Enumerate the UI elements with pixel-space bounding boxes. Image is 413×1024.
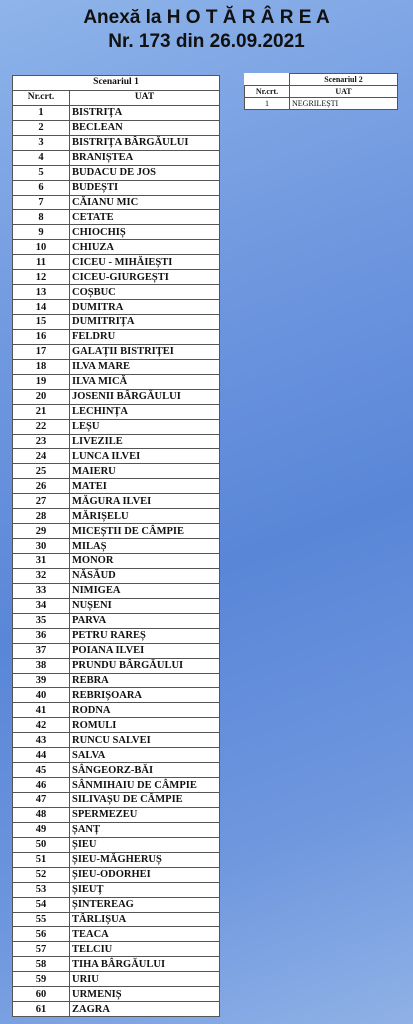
uat-name: ILVA MARE: [70, 359, 220, 374]
uat-name: LECHINȚA: [70, 404, 220, 419]
row-number: 30: [13, 539, 70, 554]
row-number: 7: [13, 195, 70, 210]
uat-name: SÂNGEORZ-BĂI: [70, 763, 220, 778]
row-number: 15: [13, 315, 70, 330]
row-number: 3: [13, 135, 70, 150]
table-row: [13, 987, 220, 1002]
table-row: [13, 210, 220, 225]
table-row: [13, 105, 220, 120]
row-number: 39: [13, 673, 70, 688]
table-row: [13, 837, 220, 852]
table-row: [13, 449, 220, 464]
uat-name: NĂSĂUD: [70, 568, 220, 583]
uat-name: BECLEAN: [70, 120, 220, 135]
uat-name: CĂIANU MIC: [70, 195, 220, 210]
table-row: [13, 539, 220, 554]
title-line-1: Anexă la H O T Ă R Â R E A: [83, 7, 330, 28]
uat-name: RUNCU SALVEI: [70, 733, 220, 748]
uat-name: URMENIȘ: [70, 987, 220, 1002]
uat-name: NIMIGEA: [70, 583, 220, 598]
table-row: [13, 180, 220, 195]
table-row: [13, 165, 220, 180]
table-row: [13, 867, 220, 882]
row-number: 44: [13, 748, 70, 763]
uat-name: ȘANȚ: [70, 822, 220, 837]
row-number: 8: [13, 210, 70, 225]
uat-name: DUMITRA: [70, 300, 220, 315]
uat-name: BRANIȘTEA: [70, 150, 220, 165]
document-title: [0, 6, 413, 54]
table-row: [13, 822, 220, 837]
table-row: [13, 643, 220, 658]
row-number: 49: [13, 822, 70, 837]
uat-name: PETRU RAREȘ: [70, 628, 220, 643]
table-row: [13, 195, 220, 210]
uat-name: SILIVAȘU DE CÂMPIE: [70, 793, 220, 808]
table-row: [13, 628, 220, 643]
table-row: [13, 733, 220, 748]
uat-name: ȘIEU-MĂGHERUȘ: [70, 852, 220, 867]
row-number: 18: [13, 359, 70, 374]
table-row: [13, 120, 220, 135]
uat-name: MĂGURA ILVEI: [70, 494, 220, 509]
uat-name: SALVA: [70, 748, 220, 763]
row-number: 34: [13, 598, 70, 613]
row-number: 22: [13, 419, 70, 434]
row-number: 55: [13, 912, 70, 927]
scenario-1-table: [12, 75, 220, 1017]
table-row: [13, 942, 220, 957]
table-row: [13, 344, 220, 359]
uat-name: CICEU-GIURGEȘTI: [70, 270, 220, 285]
row-number: 32: [13, 568, 70, 583]
row-number: 17: [13, 344, 70, 359]
table-row: [13, 807, 220, 822]
table-row: [13, 524, 220, 539]
row-number: 11: [13, 255, 70, 270]
table-row: [13, 240, 220, 255]
uat-name: ROMULI: [70, 718, 220, 733]
column-header-nr: Nr.crt.: [245, 86, 290, 98]
table-row: [13, 583, 220, 598]
uat-name: MICEȘTII DE CÂMPIE: [70, 524, 220, 539]
uat-name: BUDEȘTI: [70, 180, 220, 195]
row-number: 38: [13, 658, 70, 673]
row-number: 31: [13, 554, 70, 569]
row-number: 1: [13, 105, 70, 120]
table-row: [13, 763, 220, 778]
row-number: 20: [13, 389, 70, 404]
column-header-uat: UAT: [70, 90, 220, 105]
table-row: [13, 389, 220, 404]
scenario-2-caption: Scenariul 2: [290, 74, 398, 86]
table-row: [13, 778, 220, 793]
uat-name: NUȘENI: [70, 598, 220, 613]
uat-name: MONOR: [70, 554, 220, 569]
uat-name: FELDRU: [70, 329, 220, 344]
uat-name: CICEU - MIHĂIEȘTI: [70, 255, 220, 270]
uat-name: ȘINTEREAG: [70, 897, 220, 912]
table-row: [13, 658, 220, 673]
table-row: [13, 1002, 220, 1017]
table-row: [13, 957, 220, 972]
uat-name: CETATE: [70, 210, 220, 225]
table-row: [13, 927, 220, 942]
table-row: [13, 852, 220, 867]
row-number: 33: [13, 583, 70, 598]
row-number: 41: [13, 703, 70, 718]
row-number: 37: [13, 643, 70, 658]
row-number: 26: [13, 479, 70, 494]
row-number: 42: [13, 718, 70, 733]
row-number: 53: [13, 882, 70, 897]
row-number: 57: [13, 942, 70, 957]
row-number: 24: [13, 449, 70, 464]
table-row: [13, 464, 220, 479]
table-row: [13, 434, 220, 449]
uat-name: CHIOCHIȘ: [70, 225, 220, 240]
uat-name: TÂRLIȘUA: [70, 912, 220, 927]
scenario-1-caption: Scenariul 1: [13, 76, 220, 91]
row-number: 35: [13, 613, 70, 628]
uat-name: ȘIEU: [70, 837, 220, 852]
row-number: 50: [13, 837, 70, 852]
row-number: 51: [13, 852, 70, 867]
row-number: 60: [13, 987, 70, 1002]
uat-name: BUDACU DE JOS: [70, 165, 220, 180]
uat-name: MĂRIȘELU: [70, 509, 220, 524]
table-row: [13, 494, 220, 509]
table-row: [13, 419, 220, 434]
table-row: [13, 718, 220, 733]
row-number: 46: [13, 778, 70, 793]
row-number: 13: [13, 285, 70, 300]
row-number: 43: [13, 733, 70, 748]
uat-name: CHIUZA: [70, 240, 220, 255]
row-number: 56: [13, 927, 70, 942]
uat-name: POIANA ILVEI: [70, 643, 220, 658]
row-number: 47: [13, 793, 70, 808]
table-row: [13, 135, 220, 150]
uat-name: GALAȚII BISTRIȚEI: [70, 344, 220, 359]
uat-name: TEACA: [70, 927, 220, 942]
uat-name: COȘBUC: [70, 285, 220, 300]
table-row: [13, 509, 220, 524]
row-number: 21: [13, 404, 70, 419]
table-row: [13, 270, 220, 285]
table-row: [13, 897, 220, 912]
scenario-2-table: [244, 73, 398, 110]
uat-name: DUMITRIȚA: [70, 315, 220, 330]
column-header-nr: Nr.crt.: [13, 90, 70, 105]
uat-name: BISTRIȚA: [70, 105, 220, 120]
row-number: 27: [13, 494, 70, 509]
uat-name: MILAȘ: [70, 539, 220, 554]
table-row: [13, 329, 220, 344]
table-row: [13, 912, 220, 927]
table-row: [13, 613, 220, 628]
uat-name: SÂNMIHAIU DE CÂMPIE: [70, 778, 220, 793]
row-number: 58: [13, 957, 70, 972]
uat-name: MAIERU: [70, 464, 220, 479]
row-number: 29: [13, 524, 70, 539]
table-row: [13, 598, 220, 613]
uat-name: REBRIȘOARA: [70, 688, 220, 703]
row-number: 61: [13, 1002, 70, 1017]
uat-name: MATEI: [70, 479, 220, 494]
uat-name: LEȘU: [70, 419, 220, 434]
row-number: 1: [245, 98, 290, 110]
uat-name: TELCIU: [70, 942, 220, 957]
uat-name: ZAGRA: [70, 1002, 220, 1017]
uat-name: ȘIEUȚ: [70, 882, 220, 897]
table-row: [13, 359, 220, 374]
row-number: 10: [13, 240, 70, 255]
table-row: [13, 300, 220, 315]
column-header-uat: UAT: [290, 86, 398, 98]
row-number: 16: [13, 329, 70, 344]
row-number: 9: [13, 225, 70, 240]
uat-name: ȘIEU-ODORHEI: [70, 867, 220, 882]
title-line-2: Nr. 173 din 26.09.2021: [108, 31, 305, 52]
uat-name: LIVEZILE: [70, 434, 220, 449]
uat-name: LUNCA ILVEI: [70, 449, 220, 464]
table-row: [13, 285, 220, 300]
row-number: 36: [13, 628, 70, 643]
table-row: [13, 225, 220, 240]
row-number: 4: [13, 150, 70, 165]
row-number: 40: [13, 688, 70, 703]
row-number: 14: [13, 300, 70, 315]
table-row: [13, 150, 220, 165]
table-row: [13, 315, 220, 330]
row-number: 54: [13, 897, 70, 912]
row-number: 48: [13, 807, 70, 822]
uat-name: TIHA BÂRGĂULUI: [70, 957, 220, 972]
table-row: [13, 748, 220, 763]
uat-name: ILVA MICĂ: [70, 374, 220, 389]
table-row: [13, 703, 220, 718]
row-number: 5: [13, 165, 70, 180]
uat-name: SPERMEZEU: [70, 807, 220, 822]
row-number: 12: [13, 270, 70, 285]
table-row: [245, 98, 398, 110]
uat-name: REBRA: [70, 673, 220, 688]
table-row: [13, 479, 220, 494]
table-row: [13, 404, 220, 419]
uat-name: PARVA: [70, 613, 220, 628]
row-number: 25: [13, 464, 70, 479]
row-number: 59: [13, 972, 70, 987]
table-row: [13, 882, 220, 897]
row-number: 28: [13, 509, 70, 524]
table-row: [13, 673, 220, 688]
table-row: [13, 972, 220, 987]
table-row: [13, 793, 220, 808]
table-row: [13, 568, 220, 583]
table-row: [13, 374, 220, 389]
uat-name: JOSENII BÂRGĂULUI: [70, 389, 220, 404]
row-number: 19: [13, 374, 70, 389]
row-number: 6: [13, 180, 70, 195]
table-row: [13, 255, 220, 270]
uat-name: URIU: [70, 972, 220, 987]
table-row: [13, 554, 220, 569]
row-number: 45: [13, 763, 70, 778]
row-number: 52: [13, 867, 70, 882]
uat-name: BISTRIȚA BÂRGĂULUI: [70, 135, 220, 150]
uat-name: PRUNDU BÂRGĂULUI: [70, 658, 220, 673]
uat-name: RODNA: [70, 703, 220, 718]
uat-name: NEGRILEȘTI: [290, 98, 398, 110]
table-row: [13, 688, 220, 703]
row-number: 23: [13, 434, 70, 449]
row-number: 2: [13, 120, 70, 135]
